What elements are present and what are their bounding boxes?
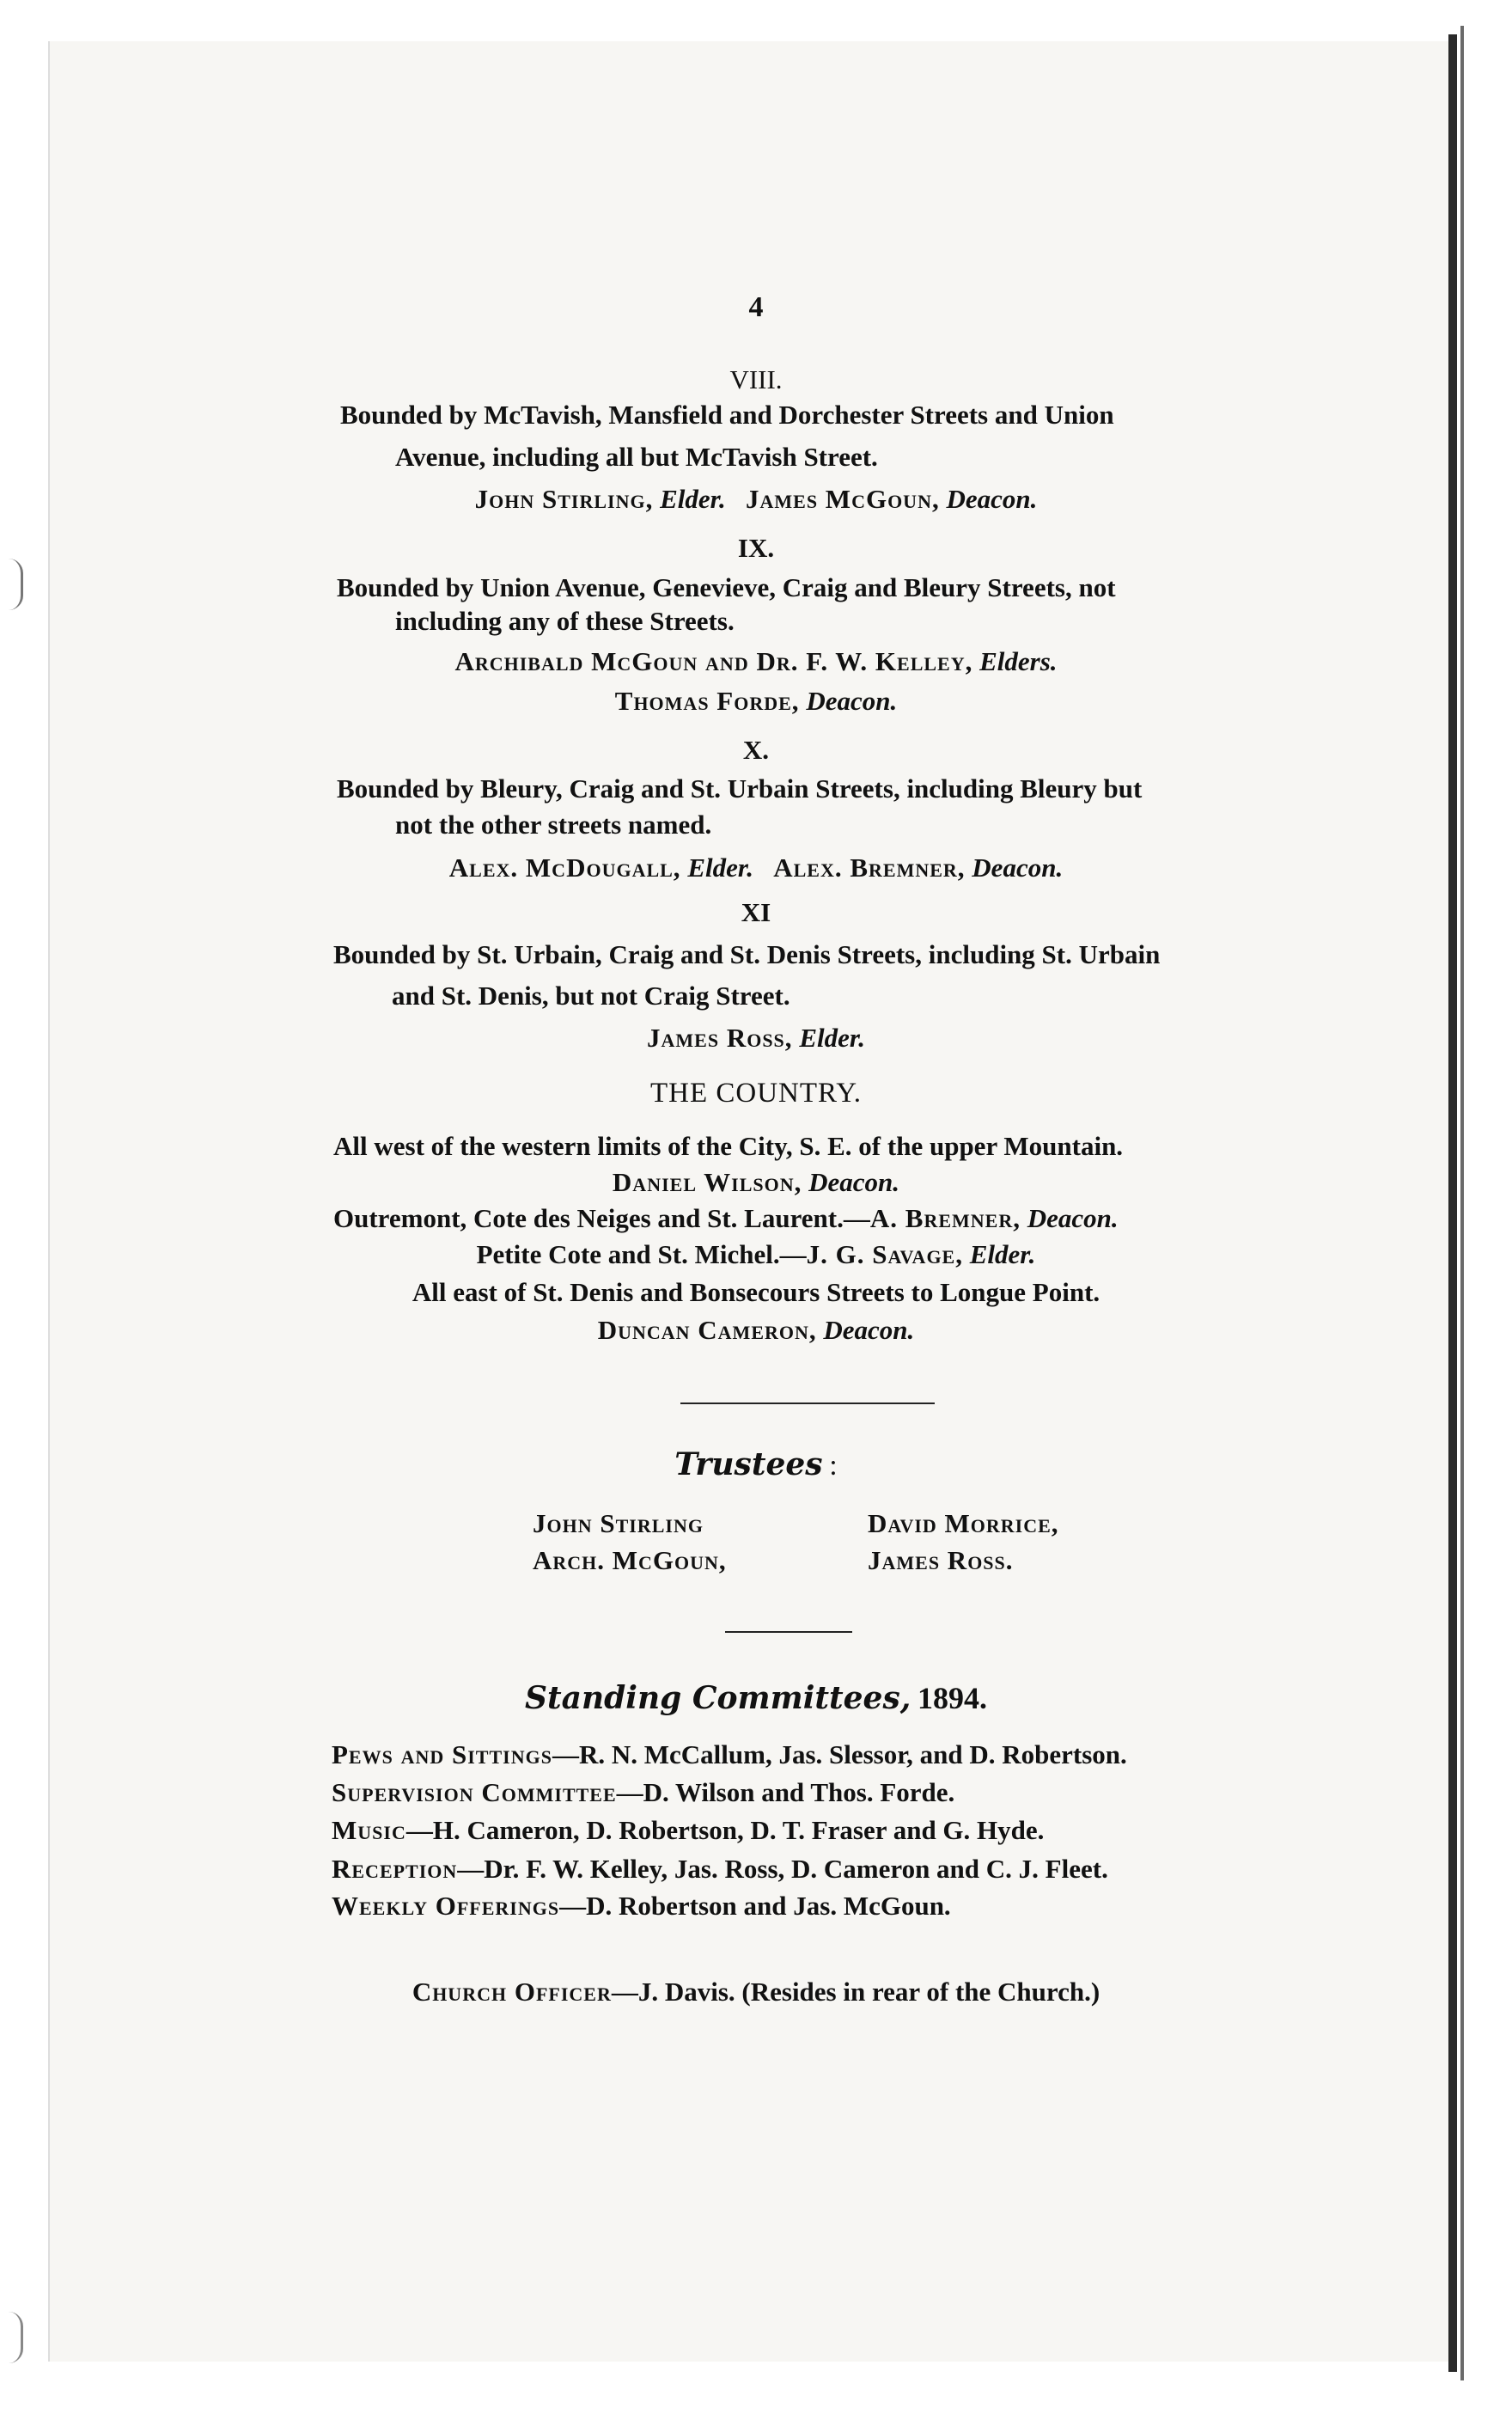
officer-role: Deacon. xyxy=(806,686,898,716)
officer-role: Deacon. xyxy=(808,1167,900,1197)
committee-row xyxy=(332,1891,951,1922)
officer-role: Deacon. xyxy=(946,484,1038,514)
district-officers xyxy=(0,1023,1512,1054)
country-officer xyxy=(0,1315,1512,1346)
officer-role: Elder. xyxy=(687,852,753,883)
district-numeral: IX. xyxy=(737,533,775,563)
committee-members: —Dr. F. W. Kelley, Jas. Ross, D. Cameron and C. J. Fleet. xyxy=(457,1854,1108,1884)
officer-name: A. Bremner, xyxy=(869,1203,1021,1233)
committees-title: Standing Committees, xyxy=(525,1680,911,1716)
committee-label: Reception xyxy=(332,1854,458,1884)
district-numeral: VIII. xyxy=(729,364,783,394)
district-officers xyxy=(0,484,1512,515)
officer-name: James Ross, xyxy=(647,1023,793,1053)
committee-members: —H. Cameron, D. Robertson, D. T. Fraser and G. Hyde. xyxy=(405,1815,1045,1845)
district-numeral: X. xyxy=(742,735,770,765)
church-officer-text: —J. Davis. (Resides in rear of the Church.) xyxy=(611,1977,1100,2007)
country-line xyxy=(333,1203,1119,1234)
officer-name: Alex. McDougall, xyxy=(448,852,681,883)
officer-role: Elder. xyxy=(660,484,726,514)
committee-members: —D. Wilson and Thos. Forde. xyxy=(616,1777,955,1807)
committee-members: —R. N. McCallum, Jas. Slessor, and D. Robertson. xyxy=(552,1739,1127,1769)
page-edge-mark xyxy=(9,559,23,610)
committees-heading xyxy=(0,1681,1512,1716)
officer-name: Daniel Wilson, xyxy=(612,1167,802,1197)
committee-label: Music xyxy=(332,1815,406,1845)
trustees-colon: : xyxy=(829,1450,838,1482)
district-numeral: XI xyxy=(741,897,771,927)
committee-members: —D. Robertson and Jas. McGoun. xyxy=(559,1891,951,1921)
country-line: All west of the western limits of the City, S. E. of the upper Mountain. xyxy=(333,1131,1124,1161)
district-bounds: Bounded by Bleury, Craig and St. Urbain Streets, including Bleury but xyxy=(337,773,1143,804)
district-bounds: Bounded by McTavish, Mansfield and Dorchester Streets and Union xyxy=(340,400,1114,430)
officer-role: Elder. xyxy=(969,1239,1036,1269)
district-bounds: not the other streets named. xyxy=(395,810,712,840)
trustees-title: Trustees xyxy=(674,1446,823,1482)
district-officers xyxy=(0,686,1512,717)
page-number: 4 xyxy=(748,291,764,323)
officer-name: Archibald McGoun and Dr. F. W. Kelley, xyxy=(454,646,973,676)
committee-row xyxy=(332,1815,1044,1846)
committee-row xyxy=(332,1854,1108,1885)
officer-role: Deacon. xyxy=(1027,1203,1119,1233)
officer-role: Elders. xyxy=(979,646,1058,676)
trustee-name: James Ross. xyxy=(868,1545,1014,1575)
committee-row xyxy=(332,1739,1127,1770)
committee-label: Supervision Committee xyxy=(332,1777,617,1807)
committee-label: Weekly Offerings xyxy=(332,1891,560,1921)
district-bounds: including any of these Streets. xyxy=(395,606,735,636)
officer-name: Duncan Cameron, xyxy=(597,1315,817,1345)
district-officers xyxy=(0,646,1512,677)
divider xyxy=(725,1631,852,1633)
section-heading: THE COUNTRY. xyxy=(649,1078,863,1109)
trustees-heading xyxy=(0,1447,1512,1482)
officer-role: Deacon. xyxy=(823,1315,915,1345)
page-edge-mark xyxy=(9,2312,23,2363)
country-area: Petite Cote and St. Michel.— xyxy=(476,1239,807,1269)
committee-row xyxy=(332,1777,954,1808)
officer-name: J. G. Savage, xyxy=(806,1239,963,1269)
committee-label: Pews and Sittings xyxy=(332,1739,552,1769)
church-officer-label: Church Officer xyxy=(412,1977,612,2007)
country-line xyxy=(0,1239,1512,1270)
committees-year: 1894. xyxy=(918,1681,987,1715)
district-bounds: and St. Denis, but not Craig Street. xyxy=(392,981,790,1011)
officer-name: Thomas Forde, xyxy=(614,686,800,716)
district-bounds: Bounded by St. Urbain, Craig and St. Denis Streets, including St. Urbain xyxy=(333,939,1161,969)
trustee-name: David Morrice, xyxy=(868,1508,1059,1538)
trustee-name: Arch. McGoun, xyxy=(533,1545,727,1575)
officer-role: Elder. xyxy=(799,1023,865,1053)
country-line: All east of St. Denis and Bonsecours Streets to Longue Point. xyxy=(412,1277,1100,1307)
country-officer xyxy=(0,1167,1512,1198)
district-bounds: Avenue, including all but McTavish Street. xyxy=(395,442,878,472)
officer-name: John Stirling, xyxy=(474,484,654,514)
district-officers xyxy=(0,852,1512,883)
trustee-name: John Stirling xyxy=(533,1508,704,1538)
officer-name: Alex. Bremner, xyxy=(773,852,966,883)
church-officer-line xyxy=(0,1977,1512,2008)
district-bounds: Bounded by Union Avenue, Genevieve, Craig and Bleury Streets, not xyxy=(337,572,1116,602)
divider xyxy=(680,1402,935,1404)
officer-name: James McGoun, xyxy=(746,484,940,514)
officer-role: Deacon. xyxy=(972,852,1064,883)
country-area: Outremont, Cote des Neiges and St. Laurent.— xyxy=(333,1203,870,1233)
